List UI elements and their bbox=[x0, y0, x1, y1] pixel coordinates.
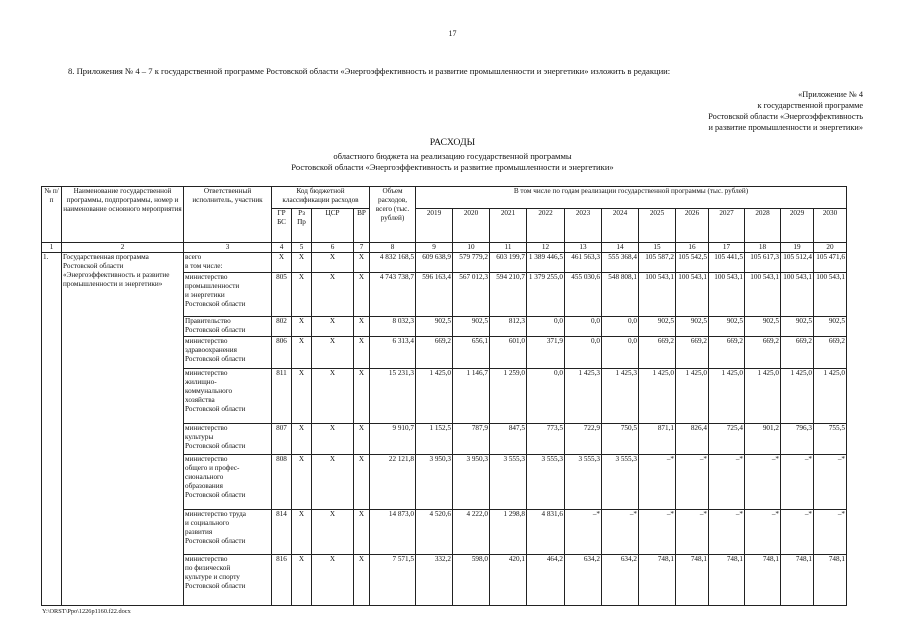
column-number: 2 bbox=[62, 243, 184, 253]
header-volume: Объем расходов, всего (тыс. рублей) bbox=[370, 187, 416, 243]
vr-cell: X bbox=[354, 455, 370, 510]
total-cell: 4 743 738,7 bbox=[370, 273, 416, 317]
header-rzpr: Рз Пр bbox=[292, 209, 312, 243]
responsible-cell bbox=[184, 424, 272, 455]
year-value-cell: 0,0 bbox=[602, 317, 639, 337]
responsible-line: Правительство bbox=[185, 317, 231, 325]
year-value-cell: –* bbox=[781, 510, 814, 555]
vr-cell: X bbox=[354, 317, 370, 337]
year-value-cell: 669,2 bbox=[416, 337, 453, 369]
year-value-cell: 669,2 bbox=[814, 337, 847, 369]
year-value-cell: 100 543,1 bbox=[639, 273, 676, 317]
responsible-line: в том числе: bbox=[185, 262, 223, 270]
year-value-cell: –* bbox=[781, 455, 814, 510]
document-subtitle bbox=[0, 151, 905, 173]
responsible-line: коммунального bbox=[185, 387, 233, 395]
year-value-cell: 748,1 bbox=[814, 555, 847, 606]
year-value-cell: –* bbox=[676, 455, 709, 510]
year-value-cell: 3 555,3 bbox=[565, 455, 602, 510]
csr-cell: X bbox=[312, 317, 354, 337]
year-value-cell: 100 543,1 bbox=[814, 273, 847, 317]
header-year: 2020 bbox=[453, 209, 490, 243]
year-value-cell: 748,1 bbox=[745, 555, 781, 606]
responsible-line: здравоохранения bbox=[185, 346, 237, 354]
total-cell: 14 873,0 bbox=[370, 510, 416, 555]
responsible-line: министерство bbox=[185, 337, 228, 345]
year-value-cell: 0,0 bbox=[565, 317, 602, 337]
year-value-cell: 748,1 bbox=[709, 555, 745, 606]
appendix-line: к государственной программе bbox=[757, 101, 863, 110]
column-number: 7 bbox=[354, 243, 370, 253]
responsible-line: министерство bbox=[185, 369, 228, 377]
year-value-cell: 725,4 bbox=[709, 424, 745, 455]
table-row bbox=[42, 253, 847, 273]
year-value-cell: 609 638,9 bbox=[416, 253, 453, 273]
total-cell: 22 121,8 bbox=[370, 455, 416, 510]
responsible-cell bbox=[184, 510, 272, 555]
responsible-line: культуры bbox=[185, 433, 214, 441]
column-number: 1 bbox=[42, 243, 62, 253]
responsible-line: Ростовской области bbox=[185, 442, 246, 450]
rzpr-cell: X bbox=[292, 273, 312, 317]
vr-cell: X bbox=[354, 369, 370, 424]
grbs-cell: 807 bbox=[272, 424, 292, 455]
header-year: 2021 bbox=[490, 209, 527, 243]
vr-cell: X bbox=[354, 337, 370, 369]
year-value-cell: 598,0 bbox=[453, 555, 490, 606]
responsible-line: министерство bbox=[185, 455, 228, 463]
column-number: 4 bbox=[272, 243, 292, 253]
column-number: 13 bbox=[565, 243, 602, 253]
header-year: 2024 bbox=[602, 209, 639, 243]
rzpr-cell: X bbox=[292, 253, 312, 273]
csr-cell: X bbox=[312, 455, 354, 510]
program-number: 1. bbox=[42, 253, 62, 606]
responsible-cell bbox=[184, 273, 272, 317]
year-value-cell: 1 425,0 bbox=[676, 369, 709, 424]
responsible-cell bbox=[184, 337, 272, 369]
year-value-cell: 1 425,0 bbox=[781, 369, 814, 424]
year-value-cell: 812,3 bbox=[490, 317, 527, 337]
year-value-cell: 1 425,0 bbox=[709, 369, 745, 424]
year-value-cell: 1 425,3 bbox=[602, 369, 639, 424]
year-value-cell: 105 542,5 bbox=[676, 253, 709, 273]
responsible-cell bbox=[184, 555, 272, 606]
year-value-cell: 787,9 bbox=[453, 424, 490, 455]
year-value-cell: 634,2 bbox=[565, 555, 602, 606]
csr-cell: X bbox=[312, 337, 354, 369]
year-value-cell: 0,0 bbox=[527, 369, 565, 424]
responsible-line: Ростовской области bbox=[185, 582, 246, 590]
column-number: 14 bbox=[602, 243, 639, 253]
responsible-line: культуре и спорту bbox=[185, 573, 240, 581]
header-name: Наименование государственной программы, подпрограммы, номер и наименование основного мероприятия bbox=[62, 187, 184, 243]
responsible-line: образования bbox=[185, 482, 223, 490]
responsible-cell bbox=[184, 455, 272, 510]
column-number-row bbox=[42, 243, 847, 253]
file-path-footer: Y:\ORST\Ppo\1226p1160.f22.docx bbox=[42, 608, 131, 615]
responsible-cell bbox=[184, 317, 272, 337]
year-value-cell: 3 555,3 bbox=[602, 455, 639, 510]
rzpr-cell: X bbox=[292, 424, 312, 455]
year-value-cell: 1 146,7 bbox=[453, 369, 490, 424]
year-value-cell: 0,0 bbox=[565, 337, 602, 369]
year-value-cell: 826,4 bbox=[676, 424, 709, 455]
responsible-line: хозяйства bbox=[185, 396, 215, 404]
responsible-line: сионального bbox=[185, 473, 224, 481]
year-value-cell: 100 543,1 bbox=[781, 273, 814, 317]
year-value-cell: 755,5 bbox=[814, 424, 847, 455]
vr-cell: X bbox=[354, 253, 370, 273]
year-value-cell: –* bbox=[814, 455, 847, 510]
year-value-cell: 601,0 bbox=[490, 337, 527, 369]
total-cell: 6 313,4 bbox=[370, 337, 416, 369]
year-value-cell: –* bbox=[745, 455, 781, 510]
year-value-cell: 669,2 bbox=[676, 337, 709, 369]
appendix-line: «Приложение № 4 bbox=[798, 90, 863, 99]
year-value-cell: –* bbox=[814, 510, 847, 555]
program-name: Государственная программа Ростовской области «Энергоэффективность и развитие промышленности и энергетики» bbox=[62, 253, 184, 606]
year-value-cell: 902,5 bbox=[639, 317, 676, 337]
responsible-line: Ростовской области bbox=[185, 355, 246, 363]
year-value-cell: –* bbox=[676, 510, 709, 555]
year-value-cell: 902,5 bbox=[745, 317, 781, 337]
year-value-cell: –* bbox=[639, 455, 676, 510]
column-number: 12 bbox=[527, 243, 565, 253]
year-value-cell: 461 563,3 bbox=[565, 253, 602, 273]
year-value-cell: 3 950,3 bbox=[416, 455, 453, 510]
total-cell: 9 910,7 bbox=[370, 424, 416, 455]
appendix-line: Ростовской области «Энергоэффективность bbox=[708, 112, 863, 121]
year-value-cell: 4 831,6 bbox=[527, 510, 565, 555]
year-value-cell: –* bbox=[709, 455, 745, 510]
rzpr-cell: X bbox=[292, 337, 312, 369]
rzpr-cell: X bbox=[292, 369, 312, 424]
responsible-line: Ростовской области bbox=[185, 405, 246, 413]
rzpr-cell: X bbox=[292, 455, 312, 510]
year-value-cell: 105 512,4 bbox=[781, 253, 814, 273]
grbs-cell: 816 bbox=[272, 555, 292, 606]
expenses-table bbox=[41, 186, 847, 606]
year-value-cell: 464,2 bbox=[527, 555, 565, 606]
header-year: 2026 bbox=[676, 209, 709, 243]
document-title: РАСХОДЫ bbox=[429, 137, 476, 148]
csr-cell: X bbox=[312, 555, 354, 606]
header-year: 2023 bbox=[565, 209, 602, 243]
year-value-cell: 748,1 bbox=[781, 555, 814, 606]
year-value-cell: 722,9 bbox=[565, 424, 602, 455]
year-value-cell: 4 520,6 bbox=[416, 510, 453, 555]
grbs-cell: 805 bbox=[272, 273, 292, 317]
year-value-cell: 1 389 446,5 bbox=[527, 253, 565, 273]
year-value-cell: –* bbox=[639, 510, 676, 555]
responsible-line: жилищно- bbox=[185, 378, 217, 386]
year-value-cell: 3 555,3 bbox=[527, 455, 565, 510]
year-value-cell: 1 298,8 bbox=[490, 510, 527, 555]
responsible-line: министерство bbox=[185, 424, 228, 432]
year-value-cell: 3 555,3 bbox=[490, 455, 527, 510]
column-number: 5 bbox=[292, 243, 312, 253]
responsible-line: и социального bbox=[185, 519, 230, 527]
vr-cell: X bbox=[354, 424, 370, 455]
responsible-line: Ростовской области bbox=[185, 537, 246, 545]
responsible-line: министерство bbox=[185, 273, 228, 281]
header-year: 2029 bbox=[781, 209, 814, 243]
grbs-cell: 811 bbox=[272, 369, 292, 424]
subtitle-line: Ростовской области «Энергоэффективность и развитие промышленности и энергетики» bbox=[291, 162, 614, 172]
header-year: 2030 bbox=[814, 209, 847, 243]
year-value-cell: 371,9 bbox=[527, 337, 565, 369]
responsible-line: всего bbox=[185, 253, 202, 261]
vr-cell: X bbox=[354, 555, 370, 606]
csr-cell: X bbox=[312, 424, 354, 455]
responsible-line: Ростовской области bbox=[185, 326, 246, 334]
page-number: 17 bbox=[448, 29, 457, 38]
csr-cell: X bbox=[312, 273, 354, 317]
year-value-cell: 3 950,3 bbox=[453, 455, 490, 510]
header-year: 2025 bbox=[639, 209, 676, 243]
year-value-cell: 555 368,4 bbox=[602, 253, 639, 273]
year-value-cell: 656,1 bbox=[453, 337, 490, 369]
year-value-cell: 901,2 bbox=[745, 424, 781, 455]
column-number: 11 bbox=[490, 243, 527, 253]
year-value-cell: 332,2 bbox=[416, 555, 453, 606]
appendix-note bbox=[603, 89, 863, 133]
year-value-cell: 902,5 bbox=[709, 317, 745, 337]
year-value-cell: 579 779,2 bbox=[453, 253, 490, 273]
grbs-cell: 814 bbox=[272, 510, 292, 555]
grbs-cell: 808 bbox=[272, 455, 292, 510]
year-value-cell: 1 259,0 bbox=[490, 369, 527, 424]
responsible-line: развития bbox=[185, 528, 213, 536]
year-value-cell: 420,1 bbox=[490, 555, 527, 606]
column-number: 18 bbox=[745, 243, 781, 253]
rzpr-cell: X bbox=[292, 510, 312, 555]
header-year: 2022 bbox=[527, 209, 565, 243]
year-value-cell: 1 379 255,0 bbox=[527, 273, 565, 317]
year-value-cell: 1 425,0 bbox=[745, 369, 781, 424]
header-vr: ВР bbox=[354, 209, 370, 243]
column-number: 17 bbox=[709, 243, 745, 253]
year-value-cell: 100 543,1 bbox=[745, 273, 781, 317]
year-value-cell: –* bbox=[745, 510, 781, 555]
column-number: 8 bbox=[370, 243, 416, 253]
year-value-cell: 634,2 bbox=[602, 555, 639, 606]
responsible-cell bbox=[184, 369, 272, 424]
year-value-cell: 567 012,3 bbox=[453, 273, 490, 317]
vr-cell: X bbox=[354, 510, 370, 555]
responsible-line: Ростовской области bbox=[185, 491, 246, 499]
year-value-cell: 796,3 bbox=[781, 424, 814, 455]
responsible-line: промышленности bbox=[185, 282, 240, 290]
grbs-cell: 806 bbox=[272, 337, 292, 369]
header-code-group: Код бюджетной классификации расходов bbox=[272, 187, 370, 209]
year-value-cell: 1 425,0 bbox=[639, 369, 676, 424]
year-value-cell: –* bbox=[709, 510, 745, 555]
total-cell: 15 231,3 bbox=[370, 369, 416, 424]
grbs-cell: X bbox=[272, 253, 292, 273]
year-value-cell: 748,1 bbox=[639, 555, 676, 606]
year-value-cell: 100 543,1 bbox=[676, 273, 709, 317]
header-csr: ЦСР bbox=[312, 209, 354, 243]
year-value-cell: –* bbox=[565, 510, 602, 555]
responsible-line: министерство bbox=[185, 555, 228, 563]
header-year: 2028 bbox=[745, 209, 781, 243]
column-number: 16 bbox=[676, 243, 709, 253]
total-cell: 4 832 168,5 bbox=[370, 253, 416, 273]
year-value-cell: 773,5 bbox=[527, 424, 565, 455]
column-number: 19 bbox=[781, 243, 814, 253]
year-value-cell: 1 425,3 bbox=[565, 369, 602, 424]
year-value-cell: 669,2 bbox=[745, 337, 781, 369]
year-value-cell: 603 199,7 bbox=[490, 253, 527, 273]
year-value-cell: 0,0 bbox=[602, 337, 639, 369]
year-value-cell: 669,2 bbox=[709, 337, 745, 369]
total-cell: 7 571,5 bbox=[370, 555, 416, 606]
vr-cell: X bbox=[354, 273, 370, 317]
year-value-cell: 902,5 bbox=[814, 317, 847, 337]
column-number: 9 bbox=[416, 243, 453, 253]
year-value-cell: 100 543,1 bbox=[709, 273, 745, 317]
year-value-cell: 105 587,2 bbox=[639, 253, 676, 273]
csr-cell: X bbox=[312, 369, 354, 424]
year-value-cell: 847,5 bbox=[490, 424, 527, 455]
column-number: 20 bbox=[814, 243, 847, 253]
year-value-cell: 871,1 bbox=[639, 424, 676, 455]
intro-paragraph: 8. Приложения № 4 – 7 к государственной программе Ростовской области «Энергоэффективность и развитие промышленности и энергетики» изложить в редакции: bbox=[68, 66, 671, 76]
year-value-cell: 455 030,6 bbox=[565, 273, 602, 317]
year-value-cell: 750,5 bbox=[602, 424, 639, 455]
year-value-cell: 902,5 bbox=[416, 317, 453, 337]
responsible-line: по физической bbox=[185, 564, 231, 572]
year-value-cell: 105 441,5 bbox=[709, 253, 745, 273]
year-value-cell: 4 222,0 bbox=[453, 510, 490, 555]
year-value-cell: 902,5 bbox=[676, 317, 709, 337]
header-grbs: ГР БС bbox=[272, 209, 292, 243]
year-value-cell: 0,0 bbox=[527, 317, 565, 337]
appendix-line: и развитие промышленности и энергетики» bbox=[708, 123, 863, 132]
grbs-cell: 802 bbox=[272, 317, 292, 337]
year-value-cell: 669,2 bbox=[639, 337, 676, 369]
responsible-line: министерство труда bbox=[185, 510, 246, 518]
year-value-cell: –* bbox=[602, 510, 639, 555]
responsible-line: и энергетики bbox=[185, 291, 225, 299]
total-cell: 8 032,3 bbox=[370, 317, 416, 337]
year-value-cell: 1 425,0 bbox=[814, 369, 847, 424]
year-value-cell: 902,5 bbox=[781, 317, 814, 337]
rzpr-cell: X bbox=[292, 317, 312, 337]
column-number: 15 bbox=[639, 243, 676, 253]
year-value-cell: 548 808,1 bbox=[602, 273, 639, 317]
column-number: 3 bbox=[184, 243, 272, 253]
responsible-cell bbox=[184, 253, 272, 273]
header-years-group: В том числе по годам реализации государственной программы (тыс. рублей) bbox=[416, 187, 847, 209]
header-year: 2027 bbox=[709, 209, 745, 243]
responsible-line: Ростовской области bbox=[185, 300, 246, 308]
responsible-line: общего и профес- bbox=[185, 464, 240, 472]
year-value-cell: 105 471,6 bbox=[814, 253, 847, 273]
csr-cell: X bbox=[312, 510, 354, 555]
year-value-cell: 1 425,0 bbox=[416, 369, 453, 424]
column-number: 6 bbox=[312, 243, 354, 253]
year-value-cell: 105 617,3 bbox=[745, 253, 781, 273]
header-num: № п/п bbox=[42, 187, 62, 243]
year-value-cell: 902,5 bbox=[453, 317, 490, 337]
year-value-cell: 748,1 bbox=[676, 555, 709, 606]
header-responsible: Ответственный исполнитель, участник bbox=[184, 187, 272, 243]
csr-cell: X bbox=[312, 253, 354, 273]
year-value-cell: 594 210,7 bbox=[490, 273, 527, 317]
rzpr-cell: X bbox=[292, 555, 312, 606]
year-value-cell: 1 152,5 bbox=[416, 424, 453, 455]
header-year: 2019 bbox=[416, 209, 453, 243]
year-value-cell: 669,2 bbox=[781, 337, 814, 369]
subtitle-line: областного бюджета на реализацию государственной программы bbox=[333, 151, 572, 161]
column-number: 10 bbox=[453, 243, 490, 253]
year-value-cell: 596 163,4 bbox=[416, 273, 453, 317]
